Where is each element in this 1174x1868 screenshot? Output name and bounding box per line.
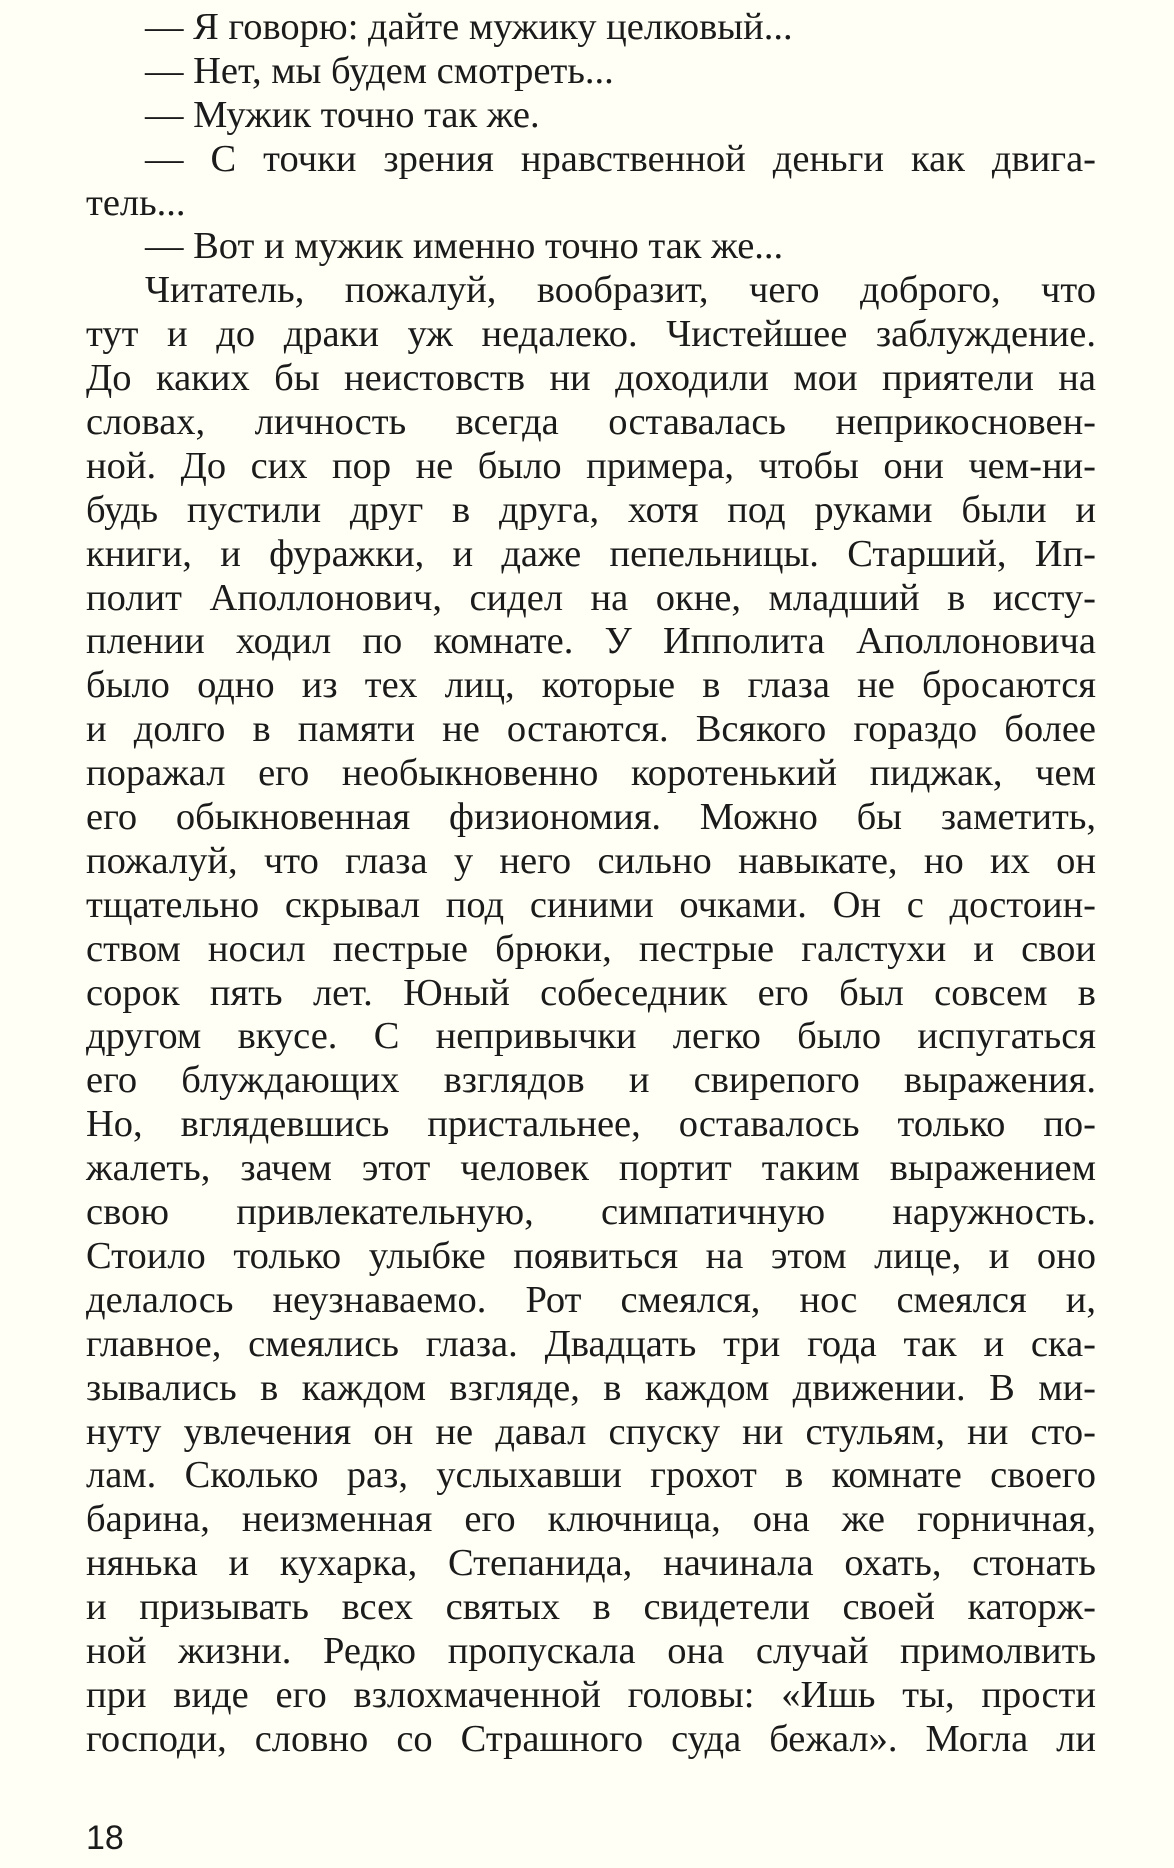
text-line: — С точки зрения нравственной деньги как двига- xyxy=(145,137,1096,180)
text-line: зывались в каждом взгляде, в каждом движении. В ми- xyxy=(86,1366,1096,1409)
text-line: нянька и кухарка, Степанида, начинала охать, стонать xyxy=(86,1542,1096,1585)
text-line: будь пустили друг в друга, хотя под руками были и xyxy=(86,488,1096,531)
text-line: и долго в памяти не остаются. Всякого гораздо более xyxy=(86,708,1096,751)
text-line: Но, вглядевшись пристальнее, оставалось только по- xyxy=(86,1103,1096,1146)
text-line: До каких бы неистовств ни доходили мои приятели на xyxy=(86,357,1096,400)
text-line: — Вот и мужик именно точно так же... xyxy=(145,225,784,268)
text-line: плении ходил по комнате. У Ипполита Аполлоновича xyxy=(86,620,1096,663)
text-line: ной жизни. Редко пропускала она случай примолвить xyxy=(86,1629,1096,1672)
text-line: нуту увлечения он не давал спуску ни стульям, ни сто- xyxy=(86,1410,1096,1453)
text-line: — Нет, мы будем смотреть... xyxy=(145,49,614,92)
text-line: Стоило только улыбке появиться на этом лице, и оно xyxy=(86,1234,1096,1277)
text-line: — Я говорю: дайте мужику целковый... xyxy=(145,6,793,48)
text-line: другом вкусе. С непривычки легко было испугаться xyxy=(86,1015,1096,1058)
text-line: делалось неузнаваемо. Рот смеялся, нос смеялся и, xyxy=(86,1278,1096,1321)
text-line: тщательно скрывал под синими очками. Он с достоин- xyxy=(86,883,1096,926)
text-line: тель... xyxy=(86,181,186,224)
text-line: полит Аполлонович, сидел на окне, младший в иссту- xyxy=(86,576,1096,619)
text-line: было одно из тех лиц, которые в глаза не бросаются xyxy=(86,664,1096,707)
text-line: сорок пять лет. Юный собеседник его был совсем в xyxy=(86,971,1096,1014)
text-line: главное, смеялись глаза. Двадцать три года так и ска- xyxy=(86,1322,1096,1365)
text-line: свою привлекательную, симпатичную наружность. xyxy=(86,1191,1096,1234)
text-line: поражал его необыкновенно коротенький пиджак, чем xyxy=(86,752,1096,795)
text-line: лам. Сколько раз, услыхавши грохот в комнате своего xyxy=(86,1454,1096,1497)
text-line: жалеть, зачем этот человек портит таким выражением xyxy=(86,1147,1096,1190)
text-line: ной. До сих пор не было примера, чтобы они чем-ни- xyxy=(86,444,1096,487)
text-line: книги, и фуражки, и даже пепельницы. Старший, Ип- xyxy=(86,532,1096,575)
text-line: — Мужик точно так же. xyxy=(145,93,540,136)
text-line: и призывать всех святых в свидетели своей каторж- xyxy=(86,1586,1096,1629)
text-line: тут и до драки уж недалеко. Чистейшее заблуждение. xyxy=(86,313,1096,356)
text-line: ством носил пестрые брюки, пестрые галстухи и свои xyxy=(86,927,1096,970)
text-line: барина, неизменная его ключница, она же горничная, xyxy=(86,1498,1096,1541)
page-text xyxy=(86,6,1096,1762)
text-line: его обыкновенная физиономия. Можно бы заметить, xyxy=(86,796,1096,839)
text-line: пожалуй, что глаза у него сильно навыкате, но их он xyxy=(86,839,1096,882)
text-line: Читатель, пожалуй, вообразит, чего доброго, что xyxy=(145,269,1096,312)
text-line: его блуждающих взглядов и свирепого выражения. xyxy=(86,1059,1096,1102)
text-line: господи, словно со Страшного суда бежал». Могла ли xyxy=(86,1717,1096,1760)
text-line: при виде его взлохмаченной головы: «Ишь ты, прости xyxy=(86,1673,1096,1716)
page-number: 18 xyxy=(86,1819,124,1857)
text-line: словах, личность всегда оставалась неприкосновен- xyxy=(86,401,1096,444)
